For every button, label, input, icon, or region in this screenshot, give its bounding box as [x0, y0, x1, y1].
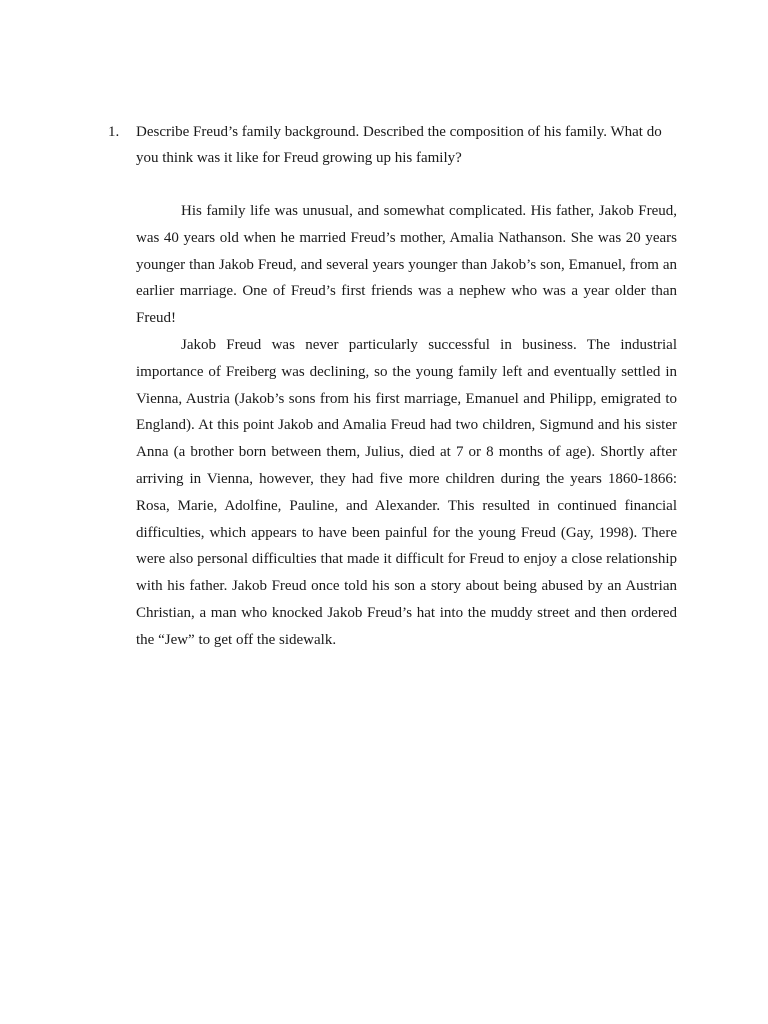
question-text: Describe Freud’s family background. Described the composition of his family. What do you think was it like for Freud growing up his family?: [136, 124, 662, 166]
answer-paragraph-1: His family life was unusual, and somewhat complicated. His father, Jakob Freud, was 40 years old when he married Freud’s mother, Amalia Nathanson. She was 20 years younger than Jakob Freud, and several years younger than Jakob’s son, Emanuel, from an earlier marriage. One of Freud’s first friends was a nephew who was a year older than Freud!: [136, 203, 677, 327]
question-item: [108, 119, 678, 171]
answer-paragraph-2: Jakob Freud was never particularly successful in business. The industrial importance of Freiberg was declining, so the young family left and eventually settled in Vienna, Austria (Jakob’s sons from his first marriage, Emanuel and Philipp, emigrated to England). At this point Jakob and Amalia Freud had two children, Sigmund and his sister Anna (a brother born between them, Julius, died at 7 or 8 months of age). Shortly after arriving in Vienna, however, they had five more children during the years 1860-1866: Rosa, Marie, Adolfine, Pauline, and Alexander. This resulted in continued financial difficulties, which appears to have been painful for the young Freud (Gay, 1998). There were also personal difficulties that made it difficult for Freud to enjoy a close relationship with his father. Jakob Freud once told his son a story about being abused by an Austrian Christian, a man who knocked Jakob Freud’s hat into the muddy street and then ordered the “Jew” to get off the sidewalk.: [136, 336, 677, 648]
answer-body: [136, 198, 677, 654]
question-number: 1.: [108, 124, 120, 140]
